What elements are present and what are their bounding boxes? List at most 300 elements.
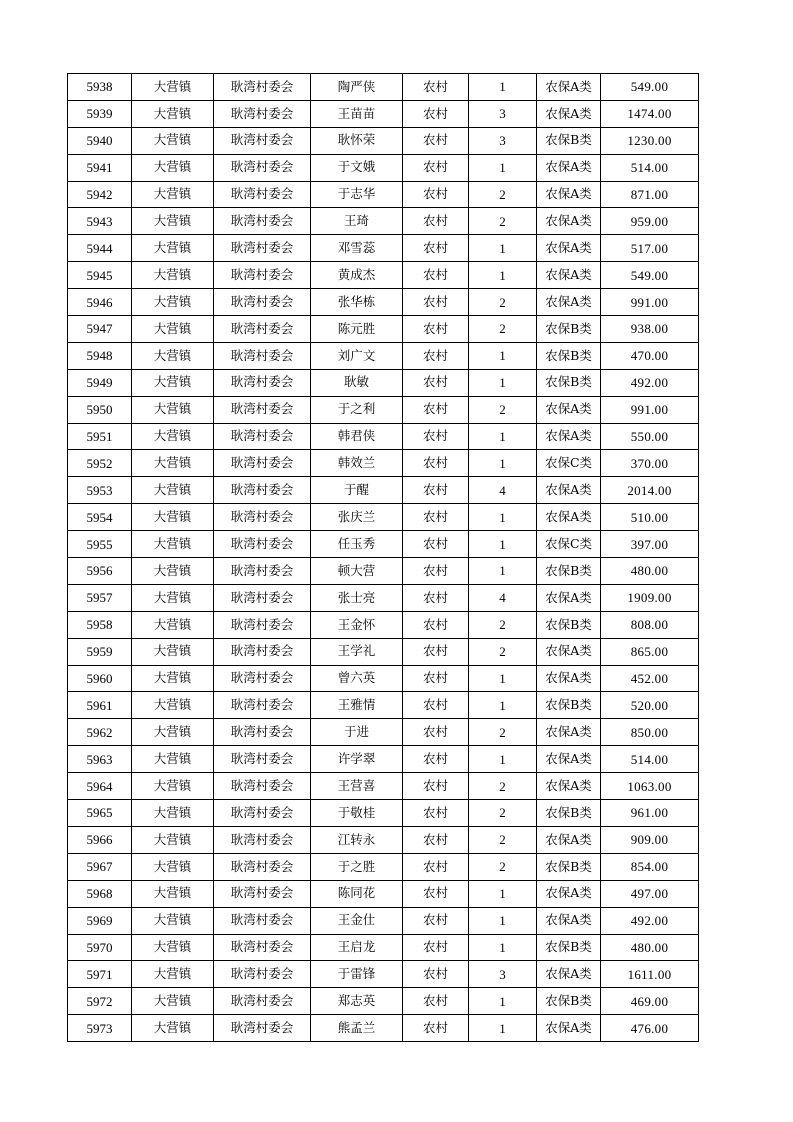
row-number-cell: 5973 (68, 1015, 132, 1042)
town-cell: 大营镇 (132, 396, 214, 423)
household-count-cell: 2 (469, 289, 537, 316)
town-cell: 大营镇 (132, 934, 214, 961)
town-cell: 大营镇 (132, 1015, 214, 1042)
amount-cell: 514.00 (601, 746, 699, 773)
amount-cell: 492.00 (601, 907, 699, 934)
table-row (68, 961, 699, 988)
row-number-cell: 5947 (68, 316, 132, 343)
name-cell: 黄成杰 (311, 262, 403, 289)
amount-cell: 452.00 (601, 665, 699, 692)
area-cell: 农村 (403, 692, 469, 719)
category-cell: 农保A类 (537, 154, 601, 181)
row-number-cell: 5951 (68, 423, 132, 450)
area-cell: 农村 (403, 988, 469, 1015)
village-cell: 耿湾村委会 (214, 961, 311, 988)
area-cell: 农村 (403, 853, 469, 880)
row-number-cell: 5954 (68, 504, 132, 531)
category-cell: 农保A类 (537, 880, 601, 907)
row-number-cell: 5941 (68, 154, 132, 181)
amount-cell: 520.00 (601, 692, 699, 719)
category-cell: 农保B类 (537, 988, 601, 1015)
area-cell: 农村 (403, 423, 469, 450)
area-cell: 农村 (403, 74, 469, 101)
village-cell: 耿湾村委会 (214, 181, 311, 208)
category-cell: 农保A类 (537, 262, 601, 289)
amount-cell: 550.00 (601, 423, 699, 450)
village-cell: 耿湾村委会 (214, 826, 311, 853)
category-cell: 农保B类 (537, 692, 601, 719)
amount-cell: 850.00 (601, 719, 699, 746)
town-cell: 大营镇 (132, 773, 214, 800)
village-cell: 耿湾村委会 (214, 611, 311, 638)
category-cell: 农保A类 (537, 423, 601, 450)
household-count-cell: 1 (469, 558, 537, 585)
area-cell: 农村 (403, 316, 469, 343)
town-cell: 大营镇 (132, 342, 214, 369)
table-row (68, 504, 699, 531)
table-row (68, 423, 699, 450)
area-cell: 农村 (403, 396, 469, 423)
amount-cell: 1909.00 (601, 584, 699, 611)
table-row (68, 880, 699, 907)
name-cell: 于之利 (311, 396, 403, 423)
category-cell: 农保A类 (537, 907, 601, 934)
area-cell: 农村 (403, 127, 469, 154)
village-cell: 耿湾村委会 (214, 396, 311, 423)
amount-cell: 871.00 (601, 181, 699, 208)
area-cell: 农村 (403, 154, 469, 181)
household-count-cell: 1 (469, 450, 537, 477)
household-count-cell: 1 (469, 369, 537, 396)
name-cell: 刘广文 (311, 342, 403, 369)
area-cell: 农村 (403, 504, 469, 531)
village-cell: 耿湾村委会 (214, 988, 311, 1015)
area-cell: 农村 (403, 342, 469, 369)
household-count-cell: 3 (469, 127, 537, 154)
area-cell: 农村 (403, 558, 469, 585)
town-cell: 大营镇 (132, 235, 214, 262)
amount-cell: 1474.00 (601, 100, 699, 127)
table-row (68, 208, 699, 235)
town-cell: 大营镇 (132, 611, 214, 638)
name-cell: 顿大营 (311, 558, 403, 585)
town-cell: 大营镇 (132, 638, 214, 665)
name-cell: 王金怀 (311, 611, 403, 638)
village-cell: 耿湾村委会 (214, 450, 311, 477)
row-number-cell: 5949 (68, 369, 132, 396)
village-cell: 耿湾村委会 (214, 773, 311, 800)
household-count-cell: 2 (469, 638, 537, 665)
amount-cell: 808.00 (601, 611, 699, 638)
table-row (68, 262, 699, 289)
amount-cell: 397.00 (601, 531, 699, 558)
area-cell: 农村 (403, 773, 469, 800)
village-cell: 耿湾村委会 (214, 74, 311, 101)
amount-cell: 497.00 (601, 880, 699, 907)
row-number-cell: 5963 (68, 746, 132, 773)
area-cell: 农村 (403, 289, 469, 316)
table-row (68, 558, 699, 585)
household-count-cell: 3 (469, 961, 537, 988)
name-cell: 王苗苗 (311, 100, 403, 127)
amount-cell: 470.00 (601, 342, 699, 369)
town-cell: 大营镇 (132, 289, 214, 316)
category-cell: 农保B类 (537, 611, 601, 638)
row-number-cell: 5958 (68, 611, 132, 638)
category-cell: 农保A类 (537, 208, 601, 235)
row-number-cell: 5957 (68, 584, 132, 611)
village-cell: 耿湾村委会 (214, 746, 311, 773)
area-cell: 农村 (403, 369, 469, 396)
category-cell: 农保A类 (537, 181, 601, 208)
household-count-cell: 2 (469, 826, 537, 853)
name-cell: 王琦 (311, 208, 403, 235)
amount-cell: 469.00 (601, 988, 699, 1015)
table-row (68, 127, 699, 154)
name-cell: 于雷锋 (311, 961, 403, 988)
table-row (68, 369, 699, 396)
town-cell: 大营镇 (132, 692, 214, 719)
row-number-cell: 5967 (68, 853, 132, 880)
row-number-cell: 5944 (68, 235, 132, 262)
name-cell: 任玉秀 (311, 531, 403, 558)
amount-cell: 961.00 (601, 800, 699, 827)
amount-cell: 480.00 (601, 934, 699, 961)
name-cell: 曾六英 (311, 665, 403, 692)
category-cell: 农保A类 (537, 584, 601, 611)
area-cell: 农村 (403, 181, 469, 208)
household-count-cell: 2 (469, 208, 537, 235)
village-cell: 耿湾村委会 (214, 289, 311, 316)
category-cell: 农保C类 (537, 450, 601, 477)
village-cell: 耿湾村委会 (214, 504, 311, 531)
village-cell: 耿湾村委会 (214, 638, 311, 665)
town-cell: 大营镇 (132, 74, 214, 101)
category-cell: 农保A类 (537, 719, 601, 746)
village-cell: 耿湾村委会 (214, 584, 311, 611)
category-cell: 农保A类 (537, 477, 601, 504)
household-count-cell: 2 (469, 181, 537, 208)
area-cell: 农村 (403, 100, 469, 127)
category-cell: 农保B类 (537, 853, 601, 880)
town-cell: 大营镇 (132, 558, 214, 585)
row-number-cell: 5962 (68, 719, 132, 746)
row-number-cell: 5950 (68, 396, 132, 423)
village-cell: 耿湾村委会 (214, 154, 311, 181)
table-row (68, 853, 699, 880)
household-count-cell: 1 (469, 665, 537, 692)
table-row (68, 100, 699, 127)
village-cell: 耿湾村委会 (214, 692, 311, 719)
household-count-cell: 2 (469, 773, 537, 800)
row-number-cell: 5961 (68, 692, 132, 719)
area-cell: 农村 (403, 665, 469, 692)
town-cell: 大营镇 (132, 907, 214, 934)
name-cell: 韩效兰 (311, 450, 403, 477)
household-count-cell: 1 (469, 934, 537, 961)
area-cell: 农村 (403, 961, 469, 988)
amount-cell: 476.00 (601, 1015, 699, 1042)
amount-cell: 854.00 (601, 853, 699, 880)
household-count-cell: 1 (469, 1015, 537, 1042)
table-row (68, 342, 699, 369)
name-cell: 陶严侠 (311, 74, 403, 101)
town-cell: 大营镇 (132, 719, 214, 746)
household-count-cell: 4 (469, 477, 537, 504)
town-cell: 大营镇 (132, 369, 214, 396)
table-row (68, 665, 699, 692)
amount-cell: 991.00 (601, 396, 699, 423)
area-cell: 农村 (403, 531, 469, 558)
amount-cell: 370.00 (601, 450, 699, 477)
name-cell: 王营喜 (311, 773, 403, 800)
household-count-cell: 1 (469, 235, 537, 262)
village-cell: 耿湾村委会 (214, 853, 311, 880)
row-number-cell: 5966 (68, 826, 132, 853)
amount-cell: 1063.00 (601, 773, 699, 800)
row-number-cell: 5972 (68, 988, 132, 1015)
row-number-cell: 5948 (68, 342, 132, 369)
row-number-cell: 5964 (68, 773, 132, 800)
row-number-cell: 5971 (68, 961, 132, 988)
household-count-cell: 1 (469, 880, 537, 907)
area-cell: 农村 (403, 934, 469, 961)
category-cell: 农保A类 (537, 235, 601, 262)
town-cell: 大营镇 (132, 154, 214, 181)
category-cell: 农保B类 (537, 342, 601, 369)
category-cell: 农保A类 (537, 1015, 601, 1042)
name-cell: 王学礼 (311, 638, 403, 665)
row-number-cell: 5968 (68, 880, 132, 907)
table-row (68, 74, 699, 101)
village-cell: 耿湾村委会 (214, 369, 311, 396)
area-cell: 农村 (403, 907, 469, 934)
village-cell: 耿湾村委会 (214, 342, 311, 369)
amount-cell: 549.00 (601, 74, 699, 101)
table-row (68, 450, 699, 477)
household-count-cell: 3 (469, 100, 537, 127)
town-cell: 大营镇 (132, 988, 214, 1015)
row-number-cell: 5939 (68, 100, 132, 127)
household-count-cell: 2 (469, 719, 537, 746)
town-cell: 大营镇 (132, 208, 214, 235)
area-cell: 农村 (403, 746, 469, 773)
amount-cell: 865.00 (601, 638, 699, 665)
village-cell: 耿湾村委会 (214, 531, 311, 558)
town-cell: 大营镇 (132, 181, 214, 208)
category-cell: 农保A类 (537, 773, 601, 800)
category-cell: 农保B类 (537, 800, 601, 827)
name-cell: 郑志英 (311, 988, 403, 1015)
table-row (68, 531, 699, 558)
row-number-cell: 5960 (68, 665, 132, 692)
category-cell: 农保C类 (537, 531, 601, 558)
household-count-cell: 2 (469, 611, 537, 638)
row-number-cell: 5953 (68, 477, 132, 504)
row-number-cell: 5943 (68, 208, 132, 235)
table-row (68, 181, 699, 208)
town-cell: 大营镇 (132, 584, 214, 611)
name-cell: 熊孟兰 (311, 1015, 403, 1042)
amount-cell: 959.00 (601, 208, 699, 235)
category-cell: 农保A类 (537, 746, 601, 773)
household-count-cell: 1 (469, 154, 537, 181)
name-cell: 于进 (311, 719, 403, 746)
data-table (67, 73, 699, 1042)
village-cell: 耿湾村委会 (214, 477, 311, 504)
town-cell: 大营镇 (132, 477, 214, 504)
area-cell: 农村 (403, 262, 469, 289)
category-cell: 农保A类 (537, 100, 601, 127)
table-row (68, 746, 699, 773)
category-cell: 农保A类 (537, 961, 601, 988)
name-cell: 许学翠 (311, 746, 403, 773)
category-cell: 农保B类 (537, 127, 601, 154)
amount-cell: 2014.00 (601, 477, 699, 504)
amount-cell: 517.00 (601, 235, 699, 262)
table-row (68, 826, 699, 853)
town-cell: 大营镇 (132, 100, 214, 127)
amount-cell: 480.00 (601, 558, 699, 585)
household-count-cell: 1 (469, 746, 537, 773)
village-cell: 耿湾村委会 (214, 907, 311, 934)
household-count-cell: 1 (469, 423, 537, 450)
area-cell: 农村 (403, 800, 469, 827)
household-count-cell: 4 (469, 584, 537, 611)
amount-cell: 991.00 (601, 289, 699, 316)
town-cell: 大营镇 (132, 826, 214, 853)
name-cell: 江转永 (311, 826, 403, 853)
row-number-cell: 5970 (68, 934, 132, 961)
category-cell: 农保A类 (537, 289, 601, 316)
household-count-cell: 2 (469, 316, 537, 343)
name-cell: 陈元胜 (311, 316, 403, 343)
name-cell: 于文娥 (311, 154, 403, 181)
town-cell: 大营镇 (132, 880, 214, 907)
name-cell: 耿怀荣 (311, 127, 403, 154)
category-cell: 农保B类 (537, 316, 601, 343)
village-cell: 耿湾村委会 (214, 127, 311, 154)
area-cell: 农村 (403, 826, 469, 853)
village-cell: 耿湾村委会 (214, 100, 311, 127)
area-cell: 农村 (403, 584, 469, 611)
name-cell: 韩君侠 (311, 423, 403, 450)
table-row (68, 800, 699, 827)
table-row (68, 477, 699, 504)
village-cell: 耿湾村委会 (214, 934, 311, 961)
area-cell: 农村 (403, 1015, 469, 1042)
table-row (68, 638, 699, 665)
name-cell: 王金仕 (311, 907, 403, 934)
category-cell: 农保A类 (537, 396, 601, 423)
table-row (68, 988, 699, 1015)
village-cell: 耿湾村委会 (214, 719, 311, 746)
row-number-cell: 5959 (68, 638, 132, 665)
amount-cell: 510.00 (601, 504, 699, 531)
name-cell: 耿敏 (311, 369, 403, 396)
town-cell: 大营镇 (132, 961, 214, 988)
table-row (68, 773, 699, 800)
amount-cell: 1611.00 (601, 961, 699, 988)
village-cell: 耿湾村委会 (214, 800, 311, 827)
amount-cell: 514.00 (601, 154, 699, 181)
amount-cell: 549.00 (601, 262, 699, 289)
category-cell: 农保B类 (537, 934, 601, 961)
household-count-cell: 1 (469, 342, 537, 369)
town-cell: 大营镇 (132, 504, 214, 531)
row-number-cell: 5952 (68, 450, 132, 477)
town-cell: 大营镇 (132, 853, 214, 880)
table-row (68, 934, 699, 961)
category-cell: 农保B类 (537, 558, 601, 585)
village-cell: 耿湾村委会 (214, 423, 311, 450)
area-cell: 农村 (403, 208, 469, 235)
amount-cell: 938.00 (601, 316, 699, 343)
town-cell: 大营镇 (132, 423, 214, 450)
table-row (68, 907, 699, 934)
name-cell: 王启龙 (311, 934, 403, 961)
village-cell: 耿湾村委会 (214, 880, 311, 907)
area-cell: 农村 (403, 450, 469, 477)
household-count-cell: 1 (469, 531, 537, 558)
table-row (68, 289, 699, 316)
row-number-cell: 5955 (68, 531, 132, 558)
category-cell: 农保A类 (537, 638, 601, 665)
household-count-cell: 1 (469, 74, 537, 101)
area-cell: 农村 (403, 611, 469, 638)
household-count-cell: 2 (469, 800, 537, 827)
area-cell: 农村 (403, 477, 469, 504)
name-cell: 张庆兰 (311, 504, 403, 531)
row-number-cell: 5965 (68, 800, 132, 827)
village-cell: 耿湾村委会 (214, 665, 311, 692)
village-cell: 耿湾村委会 (214, 1015, 311, 1042)
name-cell: 陈同花 (311, 880, 403, 907)
amount-cell: 492.00 (601, 369, 699, 396)
name-cell: 张士亮 (311, 584, 403, 611)
row-number-cell: 5945 (68, 262, 132, 289)
name-cell: 邓雪蕊 (311, 235, 403, 262)
area-cell: 农村 (403, 638, 469, 665)
table-row (68, 235, 699, 262)
amount-cell: 1230.00 (601, 127, 699, 154)
row-number-cell: 5942 (68, 181, 132, 208)
table-row (68, 1015, 699, 1042)
town-cell: 大营镇 (132, 316, 214, 343)
name-cell: 于之胜 (311, 853, 403, 880)
town-cell: 大营镇 (132, 262, 214, 289)
category-cell: 农保A类 (537, 74, 601, 101)
name-cell: 张华栋 (311, 289, 403, 316)
village-cell: 耿湾村委会 (214, 558, 311, 585)
village-cell: 耿湾村委会 (214, 235, 311, 262)
table-row (68, 154, 699, 181)
area-cell: 农村 (403, 719, 469, 746)
household-count-cell: 1 (469, 692, 537, 719)
amount-cell: 909.00 (601, 826, 699, 853)
town-cell: 大营镇 (132, 450, 214, 477)
town-cell: 大营镇 (132, 800, 214, 827)
name-cell: 王雅情 (311, 692, 403, 719)
village-cell: 耿湾村委会 (214, 316, 311, 343)
name-cell: 于敬桂 (311, 800, 403, 827)
household-count-cell: 1 (469, 988, 537, 1015)
town-cell: 大营镇 (132, 746, 214, 773)
table-row (68, 584, 699, 611)
village-cell: 耿湾村委会 (214, 208, 311, 235)
table-row (68, 692, 699, 719)
table-row (68, 719, 699, 746)
